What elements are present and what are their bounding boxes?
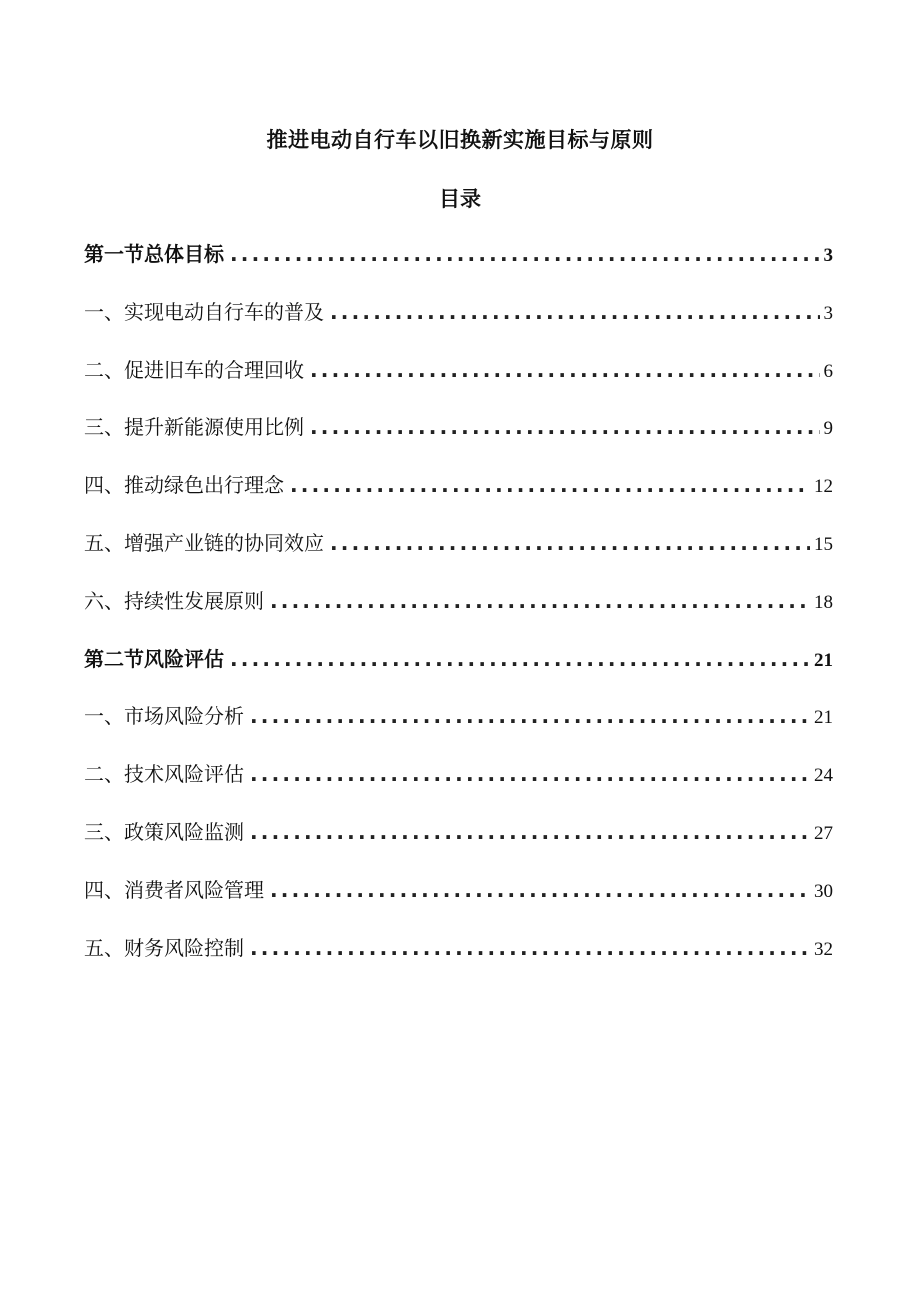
dot-leader — [330, 531, 810, 555]
toc-heading: 目录 — [439, 187, 481, 211]
dot-leader — [270, 878, 810, 902]
toc-entry-label: 三、政策风险监测 — [84, 819, 244, 844]
toc-entry-label: 五、财务风险控制 — [84, 935, 244, 960]
document-title: 推进电动自行车以旧换新实施目标与原则 — [266, 128, 654, 152]
toc-entry[interactable] — [84, 527, 833, 585]
dot-leader — [230, 242, 820, 266]
toc-entry-page-number: 24 — [814, 765, 833, 787]
toc-entry[interactable] — [84, 296, 833, 354]
toc-entry-section-2[interactable] — [84, 643, 833, 701]
toc-entry-label: 一、市场风险分析 — [84, 704, 244, 729]
toc-entry[interactable] — [84, 758, 833, 816]
toc-entry-page-number: 12 — [814, 476, 833, 498]
toc-entry[interactable] — [84, 700, 833, 758]
toc-entry-label: 三、提升新能源使用比例 — [84, 415, 304, 440]
dot-leader — [270, 589, 810, 613]
toc-entry-page-number: 21 — [814, 649, 833, 671]
toc-entry-label: 四、推动绿色出行理念 — [84, 473, 284, 498]
toc-entry[interactable] — [84, 411, 833, 469]
dot-leader — [290, 473, 810, 497]
dot-leader — [250, 936, 810, 960]
toc-entry-page-number: 3 — [823, 245, 833, 266]
dot-leader — [230, 647, 810, 671]
toc-entry-label: 四、消费者风险管理 — [84, 877, 264, 902]
toc-entry-label: 第一节总体目标 — [84, 242, 224, 266]
toc-entry-page-number: 6 — [823, 360, 833, 382]
toc-entry-section-1[interactable] — [84, 238, 833, 296]
dot-leader — [250, 820, 810, 844]
toc-entry-page-number: 9 — [823, 418, 833, 440]
toc-entry-label: 二、促进旧车的合理回收 — [84, 357, 304, 382]
dot-leader — [250, 762, 810, 786]
dot-leader — [310, 415, 820, 439]
toc-entry[interactable] — [84, 874, 833, 932]
toc-entry[interactable] — [84, 354, 833, 412]
toc-entry[interactable] — [84, 585, 833, 643]
toc-entry-page-number: 32 — [814, 938, 833, 960]
toc-entry-label: 一、实现电动自行车的普及 — [84, 299, 324, 324]
toc-entry-label: 二、技术风险评估 — [84, 762, 244, 787]
toc-entry-page-number: 27 — [814, 822, 833, 844]
dot-leader — [250, 704, 810, 728]
dot-leader — [330, 300, 820, 324]
toc-entry-page-number: 15 — [814, 533, 833, 555]
table-of-contents — [84, 238, 833, 989]
toc-entry-page-number: 18 — [814, 591, 833, 613]
toc-entry[interactable] — [84, 932, 833, 990]
toc-entry[interactable] — [84, 816, 833, 874]
toc-entry-page-number: 3 — [823, 302, 833, 324]
toc-entry-label: 五、增强产业链的协同效应 — [84, 530, 324, 555]
toc-entry-label: 六、持续性发展原则 — [84, 588, 264, 613]
toc-entry-page-number: 21 — [814, 707, 833, 729]
toc-entry[interactable] — [84, 469, 833, 527]
dot-leader — [310, 358, 820, 382]
toc-entry-label: 第二节风险评估 — [84, 646, 224, 671]
toc-entry-page-number: 30 — [814, 880, 833, 902]
